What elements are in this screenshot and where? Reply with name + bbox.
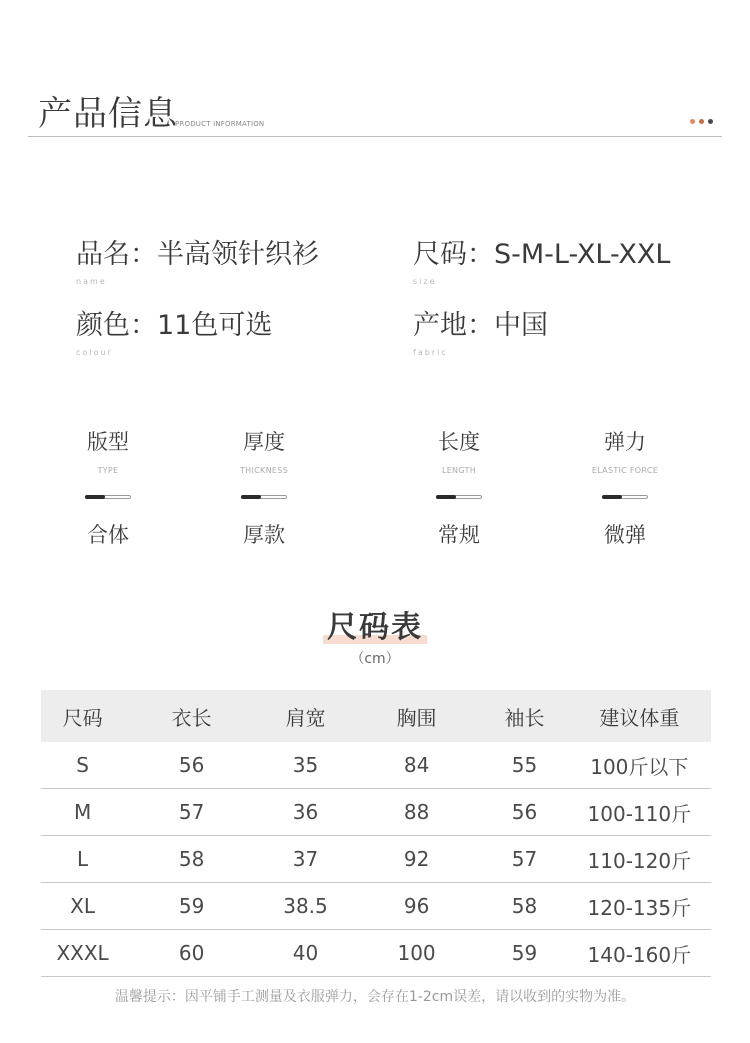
table-row <box>41 789 711 836</box>
table-cell: 100-110斤 <box>568 789 711 836</box>
info-colour-en: colour <box>76 348 113 357</box>
info-origin <box>413 303 548 357</box>
size-table-header <box>41 690 711 742</box>
size-table <box>41 690 711 977</box>
attr-level-fill <box>602 495 622 499</box>
attr-level-fill <box>436 495 456 499</box>
table-cell: 96 <box>352 883 481 930</box>
table-cell: 55 <box>481 742 567 789</box>
info-size-en: size <box>413 277 437 286</box>
table-cell: 140-160斤 <box>568 930 711 977</box>
attr-level-bar <box>85 495 131 499</box>
attr-value: 常规 <box>438 523 480 547</box>
attr-type <box>38 426 178 549</box>
decor-dot <box>699 119 704 124</box>
table-cell: 40 <box>259 930 352 977</box>
info-colour-label: 颜色：11色可选 <box>76 310 273 341</box>
header-cell: 肩宽 <box>285 705 326 730</box>
table-cell: 84 <box>352 742 481 789</box>
attr-title: 厚度 <box>243 430 285 454</box>
measurement-tip: 温馨提示：因平铺手工测量及衣服弹力，会存在1-2cm误差，请以收到的实物为准。 <box>114 989 636 1005</box>
table-cell: 35 <box>259 742 352 789</box>
attr-title: 弹力 <box>604 430 646 454</box>
attr-title: 长度 <box>438 430 480 454</box>
attr-thickness <box>194 426 334 549</box>
table-cell: 100 <box>352 930 481 977</box>
attr-length <box>389 426 529 549</box>
decor-dot <box>708 119 713 124</box>
table-cell: 92 <box>352 836 481 883</box>
size-table-title <box>0 602 750 646</box>
size-table-title-text: 尺码表 <box>327 602 423 646</box>
table-cell: 100斤以下 <box>568 742 711 789</box>
attr-en: ELASTIC FORCE <box>591 466 659 475</box>
section-title: 产品信息 <box>38 94 178 134</box>
table-cell: 110-120斤 <box>568 836 711 883</box>
table-cell: 60 <box>124 930 259 977</box>
size-table-unit: （cm） <box>350 651 400 667</box>
header-cell: 袖长 <box>504 705 545 730</box>
info-size <box>413 232 670 286</box>
attr-en: THICKNESS <box>240 466 288 475</box>
table-cell: 120-135斤 <box>568 883 711 930</box>
table-cell: XXXL <box>41 930 124 977</box>
decor-dots <box>690 119 713 124</box>
header-cell: 尺码 <box>62 705 103 730</box>
attr-level-bar <box>436 495 482 499</box>
attr-value: 合体 <box>87 523 129 547</box>
attr-en: LENGTH <box>441 466 477 475</box>
attr-value: 微弹 <box>604 523 646 547</box>
table-row <box>41 742 711 789</box>
table-row <box>41 836 711 883</box>
decor-dot <box>690 119 695 124</box>
table-cell: 88 <box>352 789 481 836</box>
info-size-label: 尺码：S-M-L-XL-XXL <box>413 239 671 270</box>
header-cell: 建议体重 <box>599 705 680 730</box>
attr-elastic <box>555 426 695 549</box>
attr-en: TYPE <box>97 466 119 475</box>
table-cell: 57 <box>124 789 259 836</box>
info-name-label: 品名：半高领针织衫 <box>76 239 319 270</box>
table-cell: XL <box>41 883 124 930</box>
table-row <box>41 883 711 930</box>
attr-level-bar <box>241 495 287 499</box>
info-colour <box>76 303 272 357</box>
table-cell: 38.5 <box>259 883 352 930</box>
table-cell: 58 <box>124 836 259 883</box>
info-name-en: name <box>76 277 107 286</box>
table-cell: L <box>41 836 124 883</box>
table-cell: M <box>41 789 124 836</box>
table-cell: 59 <box>481 930 567 977</box>
table-cell: 59 <box>124 883 259 930</box>
table-cell: 37 <box>259 836 352 883</box>
info-name <box>76 232 319 286</box>
table-cell: S <box>41 742 124 789</box>
info-origin-label: 产地：中国 <box>413 310 548 341</box>
table-cell: 57 <box>481 836 567 883</box>
attr-title: 版型 <box>87 430 129 454</box>
attr-level-fill <box>85 495 105 499</box>
table-cell: 36 <box>259 789 352 836</box>
header-divider <box>28 136 722 137</box>
table-cell: 56 <box>481 789 567 836</box>
attr-value: 厚款 <box>243 523 285 547</box>
info-origin-en: fabric <box>413 348 448 357</box>
header-cell: 衣长 <box>171 705 212 730</box>
attr-level-bar <box>602 495 648 499</box>
table-row <box>41 930 711 977</box>
header-cell: 胸围 <box>396 705 437 730</box>
section-subtitle: PRODUCT INFORMATION <box>175 120 265 128</box>
table-cell: 58 <box>481 883 567 930</box>
table-cell: 56 <box>124 742 259 789</box>
attr-level-fill <box>241 495 261 499</box>
